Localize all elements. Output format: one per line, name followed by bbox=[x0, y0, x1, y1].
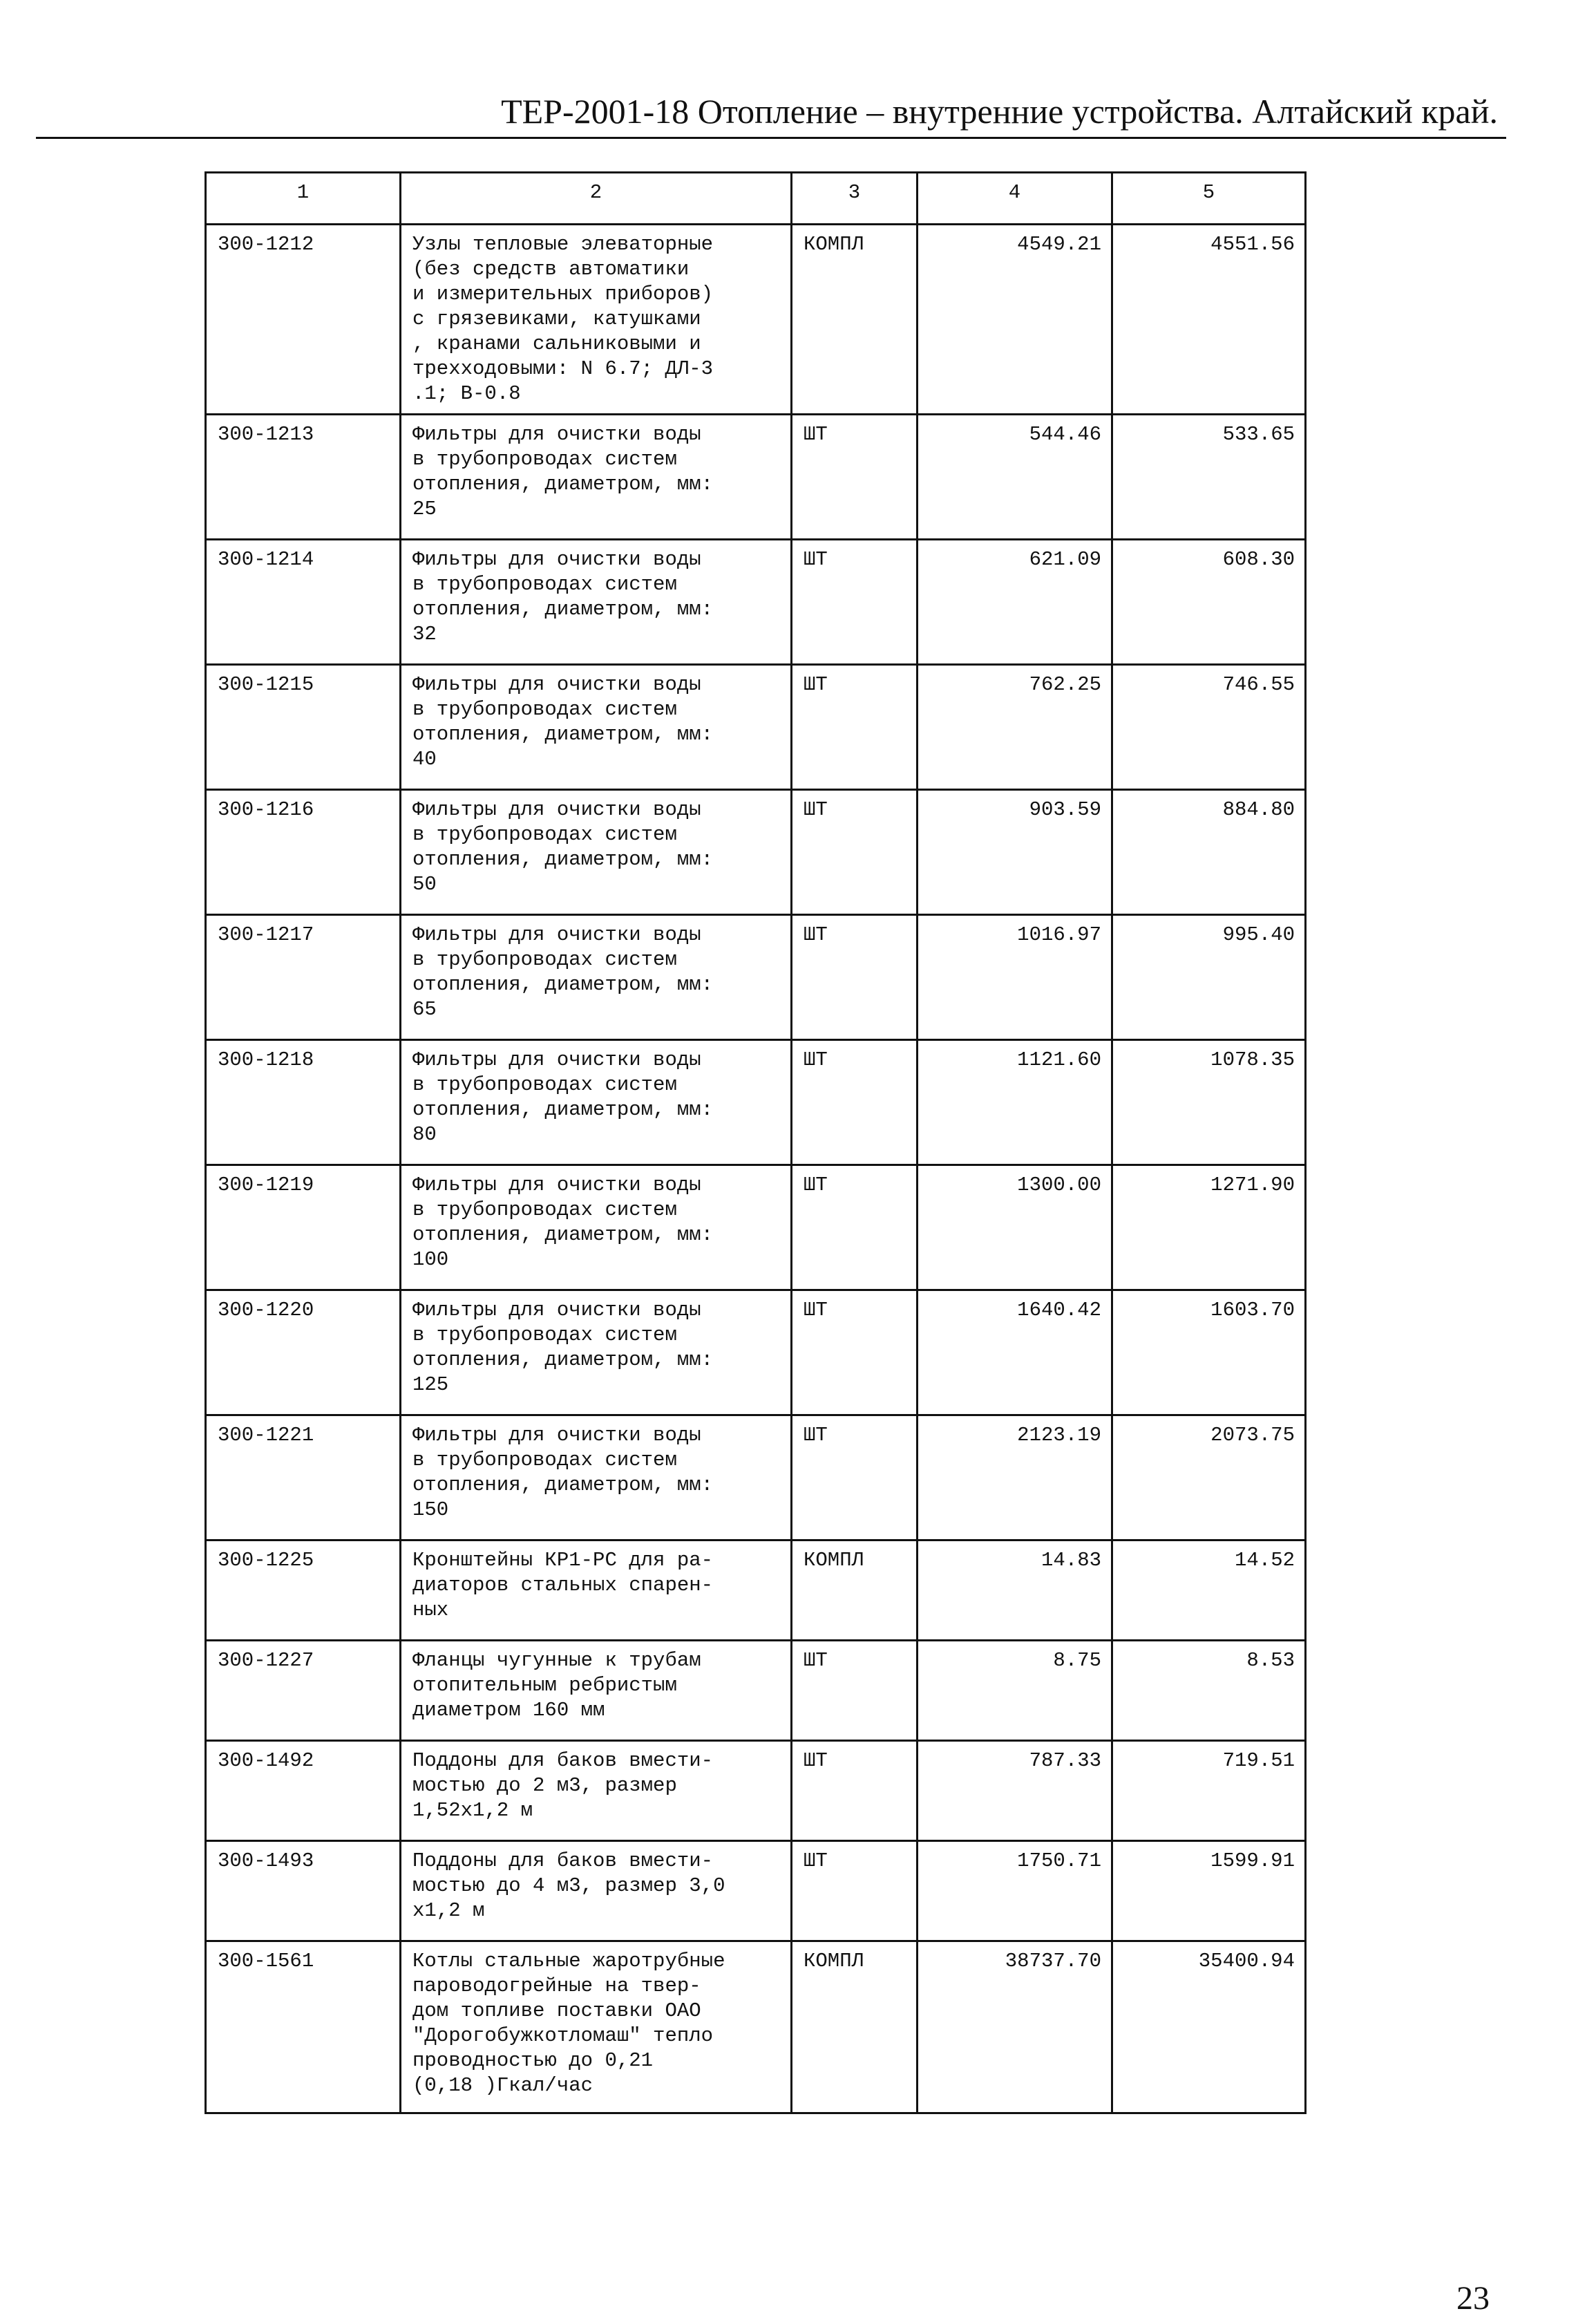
table-row bbox=[206, 1290, 1306, 1415]
item-code: 300-1493 bbox=[206, 1841, 401, 1941]
item-price-1: 903.59 bbox=[918, 790, 1112, 915]
item-description: Фильтры для очистки воды в трубопроводах систем отопления, диаметром, мм: 50 bbox=[401, 790, 792, 915]
item-description: Кронштейны КР1-РС для ра- диаторов стальных спарен- ных bbox=[401, 1540, 792, 1641]
table-row bbox=[206, 1841, 1306, 1941]
item-unit: ШТ bbox=[792, 665, 918, 790]
item-unit: ШТ bbox=[792, 1165, 918, 1290]
item-description: Фильтры для очистки воды в трубопроводах систем отопления, диаметром, мм: 40 bbox=[401, 665, 792, 790]
item-description: Фильтры для очистки воды в трубопроводах систем отопления, диаметром, мм: 25 bbox=[401, 415, 792, 540]
item-price-2: 608.30 bbox=[1112, 540, 1306, 665]
item-description: Котлы стальные жаротрубные пароводогрейные на твер- дом топливе поставки ОАО "Дорогобужкотломаш" тепло проводностью до 0,21 (0,18 )Гкал/час bbox=[401, 1941, 792, 2113]
item-price-2: 2073.75 bbox=[1112, 1415, 1306, 1540]
item-price-2: 1603.70 bbox=[1112, 1290, 1306, 1415]
item-price-2: 1271.90 bbox=[1112, 1165, 1306, 1290]
item-code: 300-1217 bbox=[206, 915, 401, 1040]
table-row bbox=[206, 790, 1306, 915]
item-unit: ШТ bbox=[792, 1641, 918, 1741]
table-row bbox=[206, 1165, 1306, 1290]
table-row bbox=[206, 1415, 1306, 1540]
item-price-1: 544.46 bbox=[918, 415, 1112, 540]
item-price-2: 8.53 bbox=[1112, 1641, 1306, 1741]
item-unit: ШТ bbox=[792, 1040, 918, 1165]
item-description: Фильтры для очистки воды в трубопроводах систем отопления, диаметром, мм: 80 bbox=[401, 1040, 792, 1165]
item-code: 300-1227 bbox=[206, 1641, 401, 1741]
item-description: Фильтры для очистки воды в трубопроводах систем отопления, диаметром, мм: 150 bbox=[401, 1415, 792, 1540]
item-price-2: 4551.56 bbox=[1112, 225, 1306, 415]
item-unit: ШТ bbox=[792, 415, 918, 540]
price-table bbox=[205, 171, 1307, 2114]
item-price-1: 4549.21 bbox=[918, 225, 1112, 415]
item-price-2: 35400.94 bbox=[1112, 1941, 1306, 2113]
item-unit: ШТ bbox=[792, 540, 918, 665]
column-header: 4 bbox=[918, 173, 1112, 225]
item-price-1: 762.25 bbox=[918, 665, 1112, 790]
item-price-2: 1078.35 bbox=[1112, 1040, 1306, 1165]
item-price-2: 14.52 bbox=[1112, 1540, 1306, 1641]
item-unit: КОМПЛ bbox=[792, 1941, 918, 2113]
item-unit: ШТ bbox=[792, 1290, 918, 1415]
item-description: Фильтры для очистки воды в трубопроводах систем отопления, диаметром, мм: 65 bbox=[401, 915, 792, 1040]
table-row bbox=[206, 415, 1306, 540]
page-header-title: ТЕР-2001-18 Отопление – внутренние устройства. Алтайский край. bbox=[501, 92, 1498, 131]
column-header: 2 bbox=[401, 173, 792, 225]
item-code: 300-1212 bbox=[206, 225, 401, 415]
item-code: 300-1214 bbox=[206, 540, 401, 665]
table-row bbox=[206, 1040, 1306, 1165]
item-unit: ШТ bbox=[792, 790, 918, 915]
header-rule bbox=[36, 137, 1506, 139]
column-header: 5 bbox=[1112, 173, 1306, 225]
item-price-2: 719.51 bbox=[1112, 1741, 1306, 1841]
item-price-1: 621.09 bbox=[918, 540, 1112, 665]
table-header-row bbox=[206, 173, 1306, 225]
item-price-1: 787.33 bbox=[918, 1741, 1112, 1841]
item-price-1: 1300.00 bbox=[918, 1165, 1112, 1290]
item-code: 300-1218 bbox=[206, 1040, 401, 1165]
item-unit: ШТ bbox=[792, 1841, 918, 1941]
item-price-1: 1016.97 bbox=[918, 915, 1112, 1040]
item-price-1: 8.75 bbox=[918, 1641, 1112, 1741]
item-price-1: 1750.71 bbox=[918, 1841, 1112, 1941]
item-price-2: 884.80 bbox=[1112, 790, 1306, 915]
item-code: 300-1221 bbox=[206, 1415, 401, 1540]
item-price-1: 2123.19 bbox=[918, 1415, 1112, 1540]
table-row bbox=[206, 1741, 1306, 1841]
item-description: Фильтры для очистки воды в трубопроводах систем отопления, диаметром, мм: 32 bbox=[401, 540, 792, 665]
column-header: 1 bbox=[206, 173, 401, 225]
item-description: Узлы тепловые элеваторные (без средств автоматики и измерительных приборов) с грязевиками, катушками , кранами сальниковыми и трехходовыми: N 6.7; ДЛ-3 .1; В-0.8 bbox=[401, 225, 792, 415]
item-code: 300-1213 bbox=[206, 415, 401, 540]
item-code: 300-1219 bbox=[206, 1165, 401, 1290]
item-price-2: 995.40 bbox=[1112, 915, 1306, 1040]
item-description: Поддоны для баков вмести- мостью до 2 м3, размер 1,52х1,2 м bbox=[401, 1741, 792, 1841]
item-price-1: 1121.60 bbox=[918, 1040, 1112, 1165]
table-row bbox=[206, 1641, 1306, 1741]
item-price-1: 1640.42 bbox=[918, 1290, 1112, 1415]
item-unit: ШТ bbox=[792, 1415, 918, 1540]
item-description: Фланцы чугунные к трубам отопительным ребристым диаметром 160 мм bbox=[401, 1641, 792, 1741]
item-unit: ШТ bbox=[792, 915, 918, 1040]
column-header: 3 bbox=[792, 173, 918, 225]
item-code: 300-1215 bbox=[206, 665, 401, 790]
item-code: 300-1216 bbox=[206, 790, 401, 915]
item-price-1: 38737.70 bbox=[918, 1941, 1112, 2113]
item-code: 300-1492 bbox=[206, 1741, 401, 1841]
item-price-1: 14.83 bbox=[918, 1540, 1112, 1641]
item-price-2: 533.65 bbox=[1112, 415, 1306, 540]
table-row bbox=[206, 540, 1306, 665]
item-unit: КОМПЛ bbox=[792, 1540, 918, 1641]
page-number: 23 bbox=[1456, 2280, 1490, 2317]
item-description: Поддоны для баков вмести- мостью до 4 м3, размер 3,0 х1,2 м bbox=[401, 1841, 792, 1941]
item-code: 300-1561 bbox=[206, 1941, 401, 2113]
item-unit: КОМПЛ bbox=[792, 225, 918, 415]
item-description: Фильтры для очистки воды в трубопроводах систем отопления, диаметром, мм: 125 bbox=[401, 1290, 792, 1415]
table-row bbox=[206, 1941, 1306, 2113]
item-unit: ШТ bbox=[792, 1741, 918, 1841]
table-row bbox=[206, 1540, 1306, 1641]
table-row bbox=[206, 665, 1306, 790]
item-description: Фильтры для очистки воды в трубопроводах систем отопления, диаметром, мм: 100 bbox=[401, 1165, 792, 1290]
table-row bbox=[206, 225, 1306, 415]
item-price-2: 746.55 bbox=[1112, 665, 1306, 790]
item-code: 300-1225 bbox=[206, 1540, 401, 1641]
item-code: 300-1220 bbox=[206, 1290, 401, 1415]
item-price-2: 1599.91 bbox=[1112, 1841, 1306, 1941]
table-row bbox=[206, 915, 1306, 1040]
